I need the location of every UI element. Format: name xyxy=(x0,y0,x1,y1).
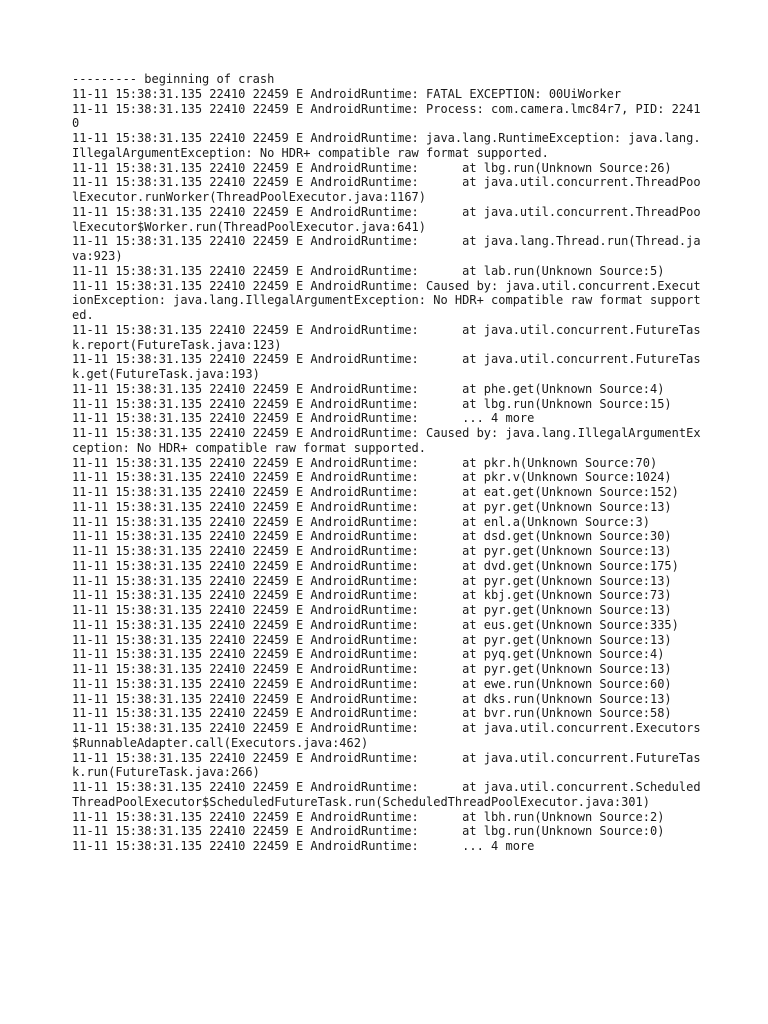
log-line: 11-11 15:38:31.135 22410 22459 E AndroidRuntime: at pyr.get(Unknown Source:13) xyxy=(72,573,672,588)
log-line: 11-11 15:38:31.135 22410 22459 E AndroidRuntime: at java.util.concurrent.Executors$RunnableAdapter.call(Executors.java:462) xyxy=(72,721,701,750)
log-line: 11-11 15:38:31.135 22410 22459 E AndroidRuntime: FATAL EXCEPTION: 00UiWorker xyxy=(72,86,622,101)
log-line: 11-11 15:38:31.135 22410 22459 E AndroidRuntime: at lbh.run(Unknown Source:2) xyxy=(72,809,665,824)
log-line: 11-11 15:38:31.135 22410 22459 E AndroidRuntime: at lbg.run(Unknown Source:26) xyxy=(72,160,672,175)
log-line: 11-11 15:38:31.135 22410 22459 E AndroidRuntime: Process: com.camera.lmc84r7, PID: 22410 xyxy=(72,101,701,131)
log-line: 11-11 15:38:31.135 22410 22459 E AndroidRuntime: at enl.a(Unknown Source:3) xyxy=(72,514,650,529)
log-line: 11-11 15:38:31.135 22410 22459 E AndroidRuntime: at pyr.get(Unknown Source:13) xyxy=(72,662,672,676)
log-line: 11-11 15:38:31.135 22410 22459 E AndroidRuntime: at eus.get(Unknown Source:335) xyxy=(72,617,679,632)
log-line: 11-11 15:38:31.135 22410 22459 E AndroidRuntime: ... 4 more xyxy=(72,839,535,853)
log-line: 11-11 15:38:31.135 22410 22459 E AndroidRuntime: at pkr.h(Unknown Source:70) xyxy=(72,455,658,470)
crash-log xyxy=(72,72,702,854)
log-line: 11-11 15:38:31.135 22410 22459 E AndroidRuntime: at java.util.concurrent.ThreadPoolExecutor.runWorker(ThreadPoolExecutor.java:1167) xyxy=(72,175,701,204)
log-line: 11-11 15:38:31.135 22410 22459 E AndroidRuntime: at phe.get(Unknown Source:4) xyxy=(72,381,665,396)
log-line: 11-11 15:38:31.135 22410 22459 E AndroidRuntime: at lbg.run(Unknown Source:0) xyxy=(72,824,665,839)
log-line: 11-11 15:38:31.135 22410 22459 E AndroidRuntime: Caused by: java.lang.IllegalArgumentException: No HDR+ compatible raw format supported. xyxy=(72,426,701,455)
log-line: 11-11 15:38:31.135 22410 22459 E AndroidRuntime: java.lang.RuntimeException: java.lang.IllegalArgumentException: No HDR+ compatible raw format supported. xyxy=(72,131,701,160)
log-line: 11-11 15:38:31.135 22410 22459 E AndroidRuntime: at java.util.concurrent.ThreadPoolExecutor$Worker.run(ThreadPoolExecutor.java:641) xyxy=(72,204,701,234)
log-line: 11-11 15:38:31.135 22410 22459 E AndroidRuntime: Caused by: java.util.concurrent.ExecutionException: java.lang.IllegalArgumentException: No HDR+ compatible raw format supported. xyxy=(72,278,701,322)
log-line: 11-11 15:38:31.135 22410 22459 E AndroidRuntime: at dks.run(Unknown Source:13) xyxy=(72,691,672,706)
log-line: 11-11 15:38:31.135 22410 22459 E AndroidRuntime: at java.util.concurrent.FutureTask.get(FutureTask.java:193) xyxy=(72,352,701,381)
log-line: 11-11 15:38:31.135 22410 22459 E AndroidRuntime: at java.util.concurrent.ScheduledThreadPoolExecutor$ScheduledFutureTask.run(ScheduledThreadPoolExecutor.java:301) xyxy=(72,780,701,809)
log-line: 11-11 15:38:31.135 22410 22459 E AndroidRuntime: at java.lang.Thread.run(Thread.java:923) xyxy=(72,234,701,263)
log-line: 11-11 15:38:31.135 22410 22459 E AndroidRuntime: at bvr.run(Unknown Source:58) xyxy=(72,706,672,721)
log-line: 11-11 15:38:31.135 22410 22459 E AndroidRuntime: ... 4 more xyxy=(72,411,535,426)
log-line: 11-11 15:38:31.135 22410 22459 E AndroidRuntime: at ewe.run(Unknown Source:60) xyxy=(72,676,672,691)
log-line: 11-11 15:38:31.135 22410 22459 E AndroidRuntime: at kbj.get(Unknown Source:73) xyxy=(72,588,672,603)
log-line: 11-11 15:38:31.135 22410 22459 E AndroidRuntime: at lbg.run(Unknown Source:15) xyxy=(72,396,672,411)
log-line: 11-11 15:38:31.135 22410 22459 E AndroidRuntime: at pyr.get(Unknown Source:13) xyxy=(72,499,672,514)
log-line: 11-11 15:38:31.135 22410 22459 E AndroidRuntime: at pyq.get(Unknown Source:4) xyxy=(72,647,665,662)
log-line: 11-11 15:38:31.135 22410 22459 E AndroidRuntime: at lab.run(Unknown Source:5) xyxy=(72,263,665,278)
log-line: 11-11 15:38:31.135 22410 22459 E AndroidRuntime: at eat.get(Unknown Source:152) xyxy=(72,485,679,499)
log-line: 11-11 15:38:31.135 22410 22459 E AndroidRuntime: at pyr.get(Unknown Source:13) xyxy=(72,544,672,558)
log-line: 11-11 15:38:31.135 22410 22459 E AndroidRuntime: at java.util.concurrent.FutureTask.report(FutureTask.java:123) xyxy=(72,322,701,352)
log-line: 11-11 15:38:31.135 22410 22459 E AndroidRuntime: at pyr.get(Unknown Source:13) xyxy=(72,603,672,617)
log-line: 11-11 15:38:31.135 22410 22459 E AndroidRuntime: at pyr.get(Unknown Source:13) xyxy=(72,632,672,647)
crash-header-line: --------- beginning of crash xyxy=(72,72,275,86)
log-line: 11-11 15:38:31.135 22410 22459 E AndroidRuntime: at dvd.get(Unknown Source:175) xyxy=(72,558,679,573)
log-line: 11-11 15:38:31.135 22410 22459 E AndroidRuntime: at pkr.v(Unknown Source:1024) xyxy=(72,470,672,485)
log-line: 11-11 15:38:31.135 22410 22459 E AndroidRuntime: at dsd.get(Unknown Source:30) xyxy=(72,529,672,544)
log-line: 11-11 15:38:31.135 22410 22459 E AndroidRuntime: at java.util.concurrent.FutureTask.run(FutureTask.java:266) xyxy=(72,750,701,780)
